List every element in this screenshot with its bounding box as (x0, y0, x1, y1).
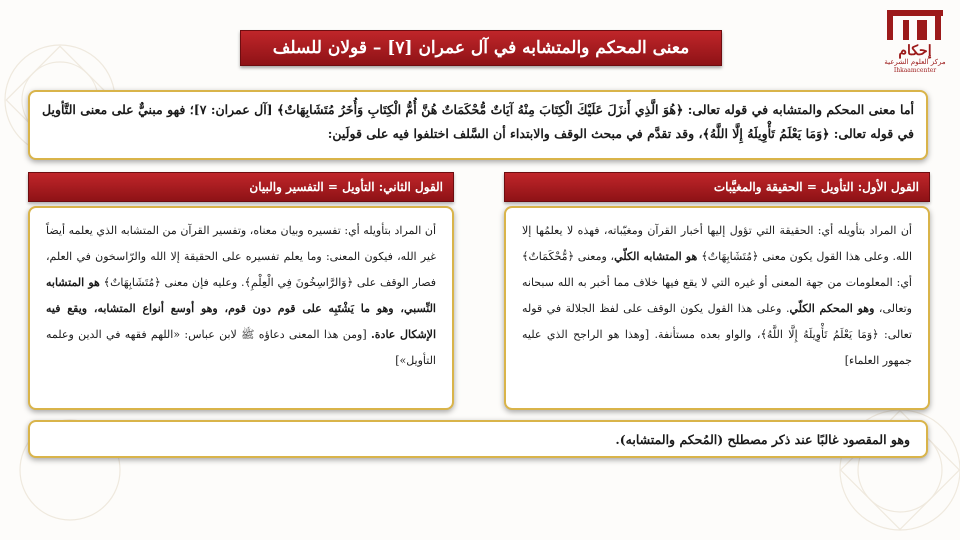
first-opinion-text-3: . وعلى هذا القول يكون الوقف على لفظ الجلالة في قوله تعالى: ﴿وَمَا يَعْلَمُ تَأْوِيلَهُ إِلَّا اللَّهُ﴾، والواو بعده مستأنفة. [وهذا هو الراجح الذي عليه جمهور العلماء] (522, 302, 912, 367)
second-opinion-text-1: أن المراد بتأويله أي: تفسيره وبيان معناه، وتفسير القرآن من المتشابه الذي يعلمه أيضاً غير الله، فيكون المعنى: وما يعلم تفسيره على الحقيقة إلا الله والرّاسخون في العلم، فصار الوقف على ﴿وَالرَّاسِخُونَ فِي الْعِلْمِ﴾. وعليه فإن معنى ﴿مُتَشَابِهَاتٌ﴾ (46, 224, 436, 289)
second-opinion-box (28, 206, 454, 410)
footer-text: وهو المقصود غالبًا عند ذكر مصطلح (المُحكم والمتشابه). (615, 431, 910, 447)
first-opinion-header (504, 172, 930, 202)
first-opinion-bold-2: وهو المحكم الكلّي (789, 302, 875, 315)
first-opinion-bold-1: هو المتشابه الكلّي (614, 250, 702, 263)
second-opinion-header (28, 172, 454, 202)
second-opinion-title: القول الثاني: التأويل = التفسير والبيان (249, 180, 443, 194)
first-opinion-box (504, 206, 930, 410)
intro-box (28, 90, 928, 160)
first-opinion-title: القول الأول: التأويل = الحقيقة والمغيَّبات (713, 180, 919, 194)
footer-box (28, 420, 928, 458)
intro-text: أما معنى المحكم والمتشابه في قوله تعالى: ﴿هُوَ الَّذِي أَنزَلَ عَلَيْكَ الْكِتَابَ مِنْهُ آيَاتٌ مُّحْكَمَاتٌ هُنَّ أُمُّ الْكِتَابِ وَأُخَرُ مُتَشَابِهَاتٌ﴾ [آل عمران: ٧]؛ فهو مبنيٌّ على معنى التَّأويل في قوله تعالى: ﴿وَمَا يَعْلَمُ تَأْوِيلَهُ إِلَّا اللَّهُ﴾، وقد تقدَّم في مبحث الوقف والابتداء أن السَّلف اختلفوا فيه على قولَين: (42, 102, 914, 141)
logo-subtitle-latin: Ihkaamcenter (893, 67, 937, 74)
logo-name: إحكام (898, 43, 932, 59)
logo-subtitle: مركز العلوم الشرعية (884, 58, 946, 66)
first-opinion-text-2: ، ومعنى ﴿مُّحْكَمَاتٌ﴾ أي: المعلومات من جهة المعنى أو غيره التي لا يقع فيها خلاف مما أخبر به الله سبحانه وتعالى، (522, 250, 912, 315)
page-title: معنى المحكم والمتشابه في آل عمران [٧] – قولان للسلف (272, 38, 690, 58)
second-opinion-bold-1: هو المتشابه النِّسبي، وهو ما يَشْتَبِه على قوم دون قوم، وهو أوسع أنواع المتشابه، ويقع فيه الإشكال عادة. (46, 276, 436, 341)
logo (880, 6, 950, 74)
second-opinion-text-2: [ومن هذا المعنى دعاؤه ﷺ لابن عباس: «اللهم فقهه في الدين وعلمه التأويل»] (46, 328, 436, 367)
first-opinion-text-1: أن المراد بتأويله أي: الحقيقة التي تؤول إليها أخبار القرآن ومغيّباته، فهذه لا يعلمُها إلا الله. وعلى هذا القول يكون معنى ﴿مُتَشَابِهَاتٌ﴾ (522, 224, 912, 263)
title-banner (240, 30, 722, 66)
logo-mark (883, 6, 947, 42)
